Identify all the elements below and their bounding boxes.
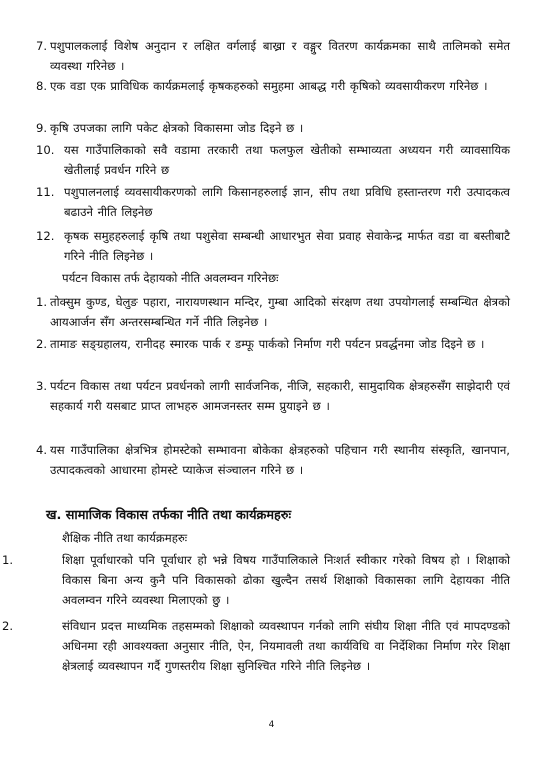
education-intro: शैक्षिक नीति तथा कार्यक्रमहरुः: [62, 531, 188, 545]
page-number: 4: [268, 720, 275, 730]
item-text: पशुपालकलाई विशेष अनुदान र लक्षित वर्गलाई बाख्रा र वङ्गुर वितरण कार्यक्रमका साथै तालिमको समेत व्यवस्था गरिनेछ ।: [50, 39, 510, 73]
item-text: एक वडा एक प्राविधिक कार्यक्रमलाई कृषकहरुको समुहमा आबद्ध गरी कृषिको व्यवसायीकरण गरिनेछ ।: [50, 79, 488, 93]
item-text: यस गाउँपालिका क्षेत्रभित्र होमस्टेको सम्भावना बोकेका क्षेत्रहरुको पहिचान गरी स्थानीय संस्कृति, खानपान, उत्पादकत्वको आधारमा होमस्टे प्याकेज संञ्चालन गरिने छ ।: [50, 443, 510, 477]
agri-item-8: [36, 76, 510, 96]
item-text: यस गाउँपालिकाको सवै वडामा तरकारी तथा फलफुल खेतीको सम्भाव्यता अध्ययन गरी व्यावसायिक खेतीलाई प्रवर्धन गरिने छ: [64, 143, 510, 177]
tourism-item-2: [36, 334, 510, 354]
tourism-intro: पर्यटन विकास तर्फ देहायको नीति अवलम्वन गरिनेछः: [62, 271, 279, 285]
tourism-item-4: [36, 440, 510, 480]
item-text: संविधान प्रदत्त माध्यमिक तहसम्मको शिक्षाको व्यवस्थापन गर्नको लागि संघीय शिक्षा नीति एवं मापदण्डको अधिनमा रही आवश्यक्ता अनुसार नीति, ऐन, नियमावली तथा कार्यविधि वा निर्देशिका निर्माण गरेर शिक्षा क्षेत्रलाई व्यवस्थापन गर्दै गुणस्तरीय शिक्षा सुनिश्चित गरिने नीति लिइनेछ ।: [62, 619, 510, 673]
item-text: शिक्षा पूर्वाधारको पनि पूर्वाधार हो भन्ने विषय गाउँपालिकाले निःशर्त स्वीकार गरेको विषय हो । शिक्षाको विकास बिना अन्य कुनै पनि विकासको ढोका खुल्दैन तसर्थ शिक्षाको विकासका लागि देहायका नीति अवलम्वन गरिने व्यवस्था मिलाएको छु ।: [62, 553, 510, 607]
item-number: 2.: [2, 619, 14, 633]
item-number: 4.: [36, 443, 48, 457]
agri-item-7: [36, 36, 510, 76]
item-text: पशुपालनलाई व्यवसायीकरणको लागि किसानहरुलाई ज्ञान, सीप तथा प्रविधि हस्तान्तरण गरी उत्पादकत्व बढाउने नीति लिइनेछ: [64, 185, 510, 219]
agri-item-11: [36, 182, 510, 222]
item-number: 12.: [36, 229, 55, 243]
education-item-1: [0, 550, 510, 610]
item-text: कृषि उपजका लागि पकेट क्षेत्रको विकासमा जोड दिइने छ ।: [50, 121, 304, 135]
agri-item-12: [36, 226, 510, 266]
tourism-item-3: [36, 376, 510, 416]
item-number: 7.: [36, 39, 48, 53]
item-text: कृषक समुहहरुलाई कृषि तथा पशुसेवा सम्बन्धी आधारभुत सेवा प्रवाह सेवाकेन्द्र मार्फत वडा वा बस्तीबाटै गरिने नीति लिइनेछ ।: [64, 229, 510, 263]
item-number: 3.: [36, 379, 48, 393]
item-number: 2.: [36, 337, 48, 351]
item-number: 8.: [36, 79, 48, 93]
tourism-item-1: [36, 292, 510, 332]
item-number: 10.: [36, 143, 55, 157]
education-item-2: [0, 616, 510, 676]
item-number: 1.: [36, 295, 48, 309]
item-number: 1.: [2, 553, 14, 567]
item-text: पर्यटन विकास तथा पर्यटन प्रवर्धनको लागी सार्वजनिक, नीजि, सहकारी, सामुदायिक क्षेत्रहरुसँग साझेदारी एवं सहकार्य गरी यसबाट प्राप्त लाभहरु आमजनस्तर सम्म प्रुयाइने छ ।: [50, 379, 510, 413]
agri-item-10: [36, 140, 510, 180]
item-text: तामाङ सङ्ग्रहालय, रानीदह स्मारक पार्क र डम्फू पार्कको निर्माण गरी पर्यटन प्रवर्द्धनमा जोड दिइने छ ।: [50, 337, 485, 351]
agri-item-9: [36, 118, 510, 138]
section-heading: ख. सामाजिक विकास तर्फका नीति तथा कार्यक्रमहरुः: [46, 508, 292, 523]
item-number: 11.: [36, 185, 55, 199]
item-number: 9.: [36, 121, 48, 135]
item-text: तोक्सुम कुण्ड, घेलुङ पहारा, नारायणस्थान मन्दिर, गुम्बा आदिको संरक्षण तथा उपयोगलाई सम्बन्धित क्षेत्रको आयआर्जन सँग अन्तरसम्बन्धित गर्ने नीति लिइनेछ ।: [50, 295, 510, 329]
